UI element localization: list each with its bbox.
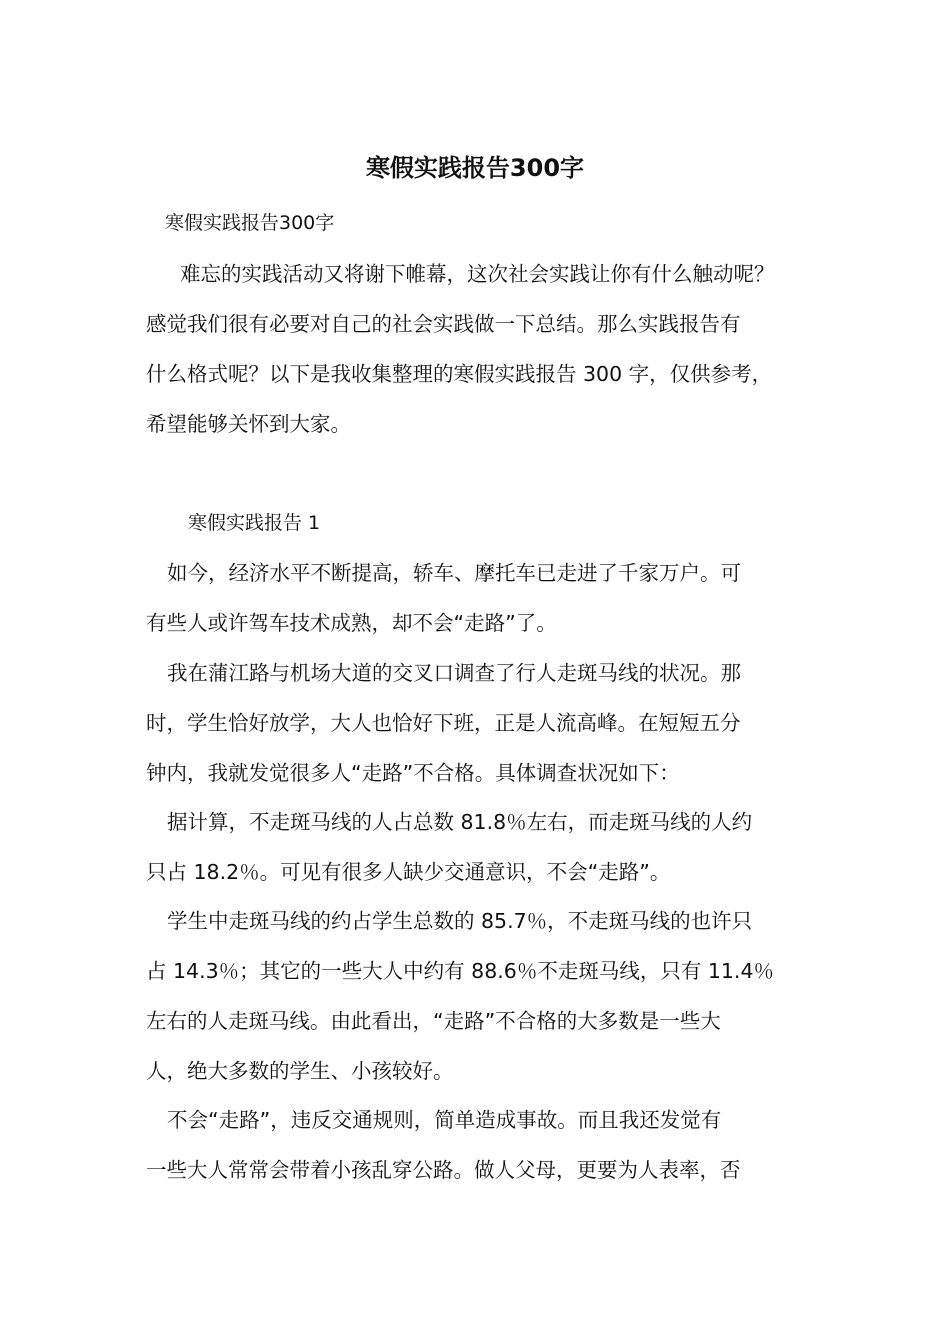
text-line: 感觉我们很有必要对自己的社会实践做一下总结。那么实践报告有 (146, 312, 741, 336)
intro-paragraph (0, 249, 950, 449)
text-line: 学生中走斑马线的约占学生总数的 85.7％，不走斑马线的也许只 (167, 909, 753, 933)
paragraph-2 (0, 648, 950, 798)
text-line: 时，学生恰好放学，大人也恰好下班，正是人流高峰。在短短五分 (146, 711, 741, 735)
text-line: 人，绝大多数的学生、小孩较好。 (146, 1059, 454, 1083)
document-title: 寒假实践报告300字 (365, 154, 585, 182)
text-line: 据计算，不走斑马线的人占总数 81.8％左右，而走斑马线的人约 (167, 810, 753, 834)
section-heading: 寒假实践报告 1 (188, 512, 321, 534)
text-line: 难忘的实践活动又将谢下帷幕，这次社会实践让你有什么触动呢？ (180, 262, 775, 286)
text-line: 不会“走路”，违反交通规则，简单造成事故。而且我还发觉有 (167, 1108, 722, 1132)
text-line: 只占 18.2％。可见有很多人缺少交通意识，不会“走路”。 (146, 860, 671, 884)
text-line: 钟内，我就发觉很多人“走路”不合格。具体调查状况如下： (146, 761, 680, 785)
document-subtitle: 寒假实践报告300字 (165, 212, 335, 234)
paragraph-3 (0, 797, 950, 897)
paragraph-4 (0, 896, 950, 1096)
text-line: 占 14.3％；其它的一些大人中约有 88.6％不走斑马线，只有 11.4％ (146, 959, 774, 983)
text-line: 有些人或许驾车技术成熟，却不会“走路”了。 (146, 611, 557, 635)
text-line: 一些大人常常会带着小孩乱穿公路。做人父母，更要为人表率，否 (146, 1158, 741, 1182)
text-line: 如今，经济水平不断提高，轿车、摩托车已走进了千家万户。可 (167, 561, 741, 585)
text-line: 希望能够关怀到大家。 (146, 412, 351, 436)
paragraph-5 (0, 1095, 950, 1195)
paragraph-1 (0, 548, 950, 648)
text-line: 我在蒲江路与机场大道的交叉口调查了行人走斑马线的状况。那 (167, 661, 741, 685)
text-line: 左右的人走斑马线。由此看出，“走路”不合格的大多数是一些大 (146, 1009, 721, 1033)
text-line: 什么格式呢？以下是我收集整理的寒假实践报告 300 字，仅供参考， (146, 362, 773, 386)
